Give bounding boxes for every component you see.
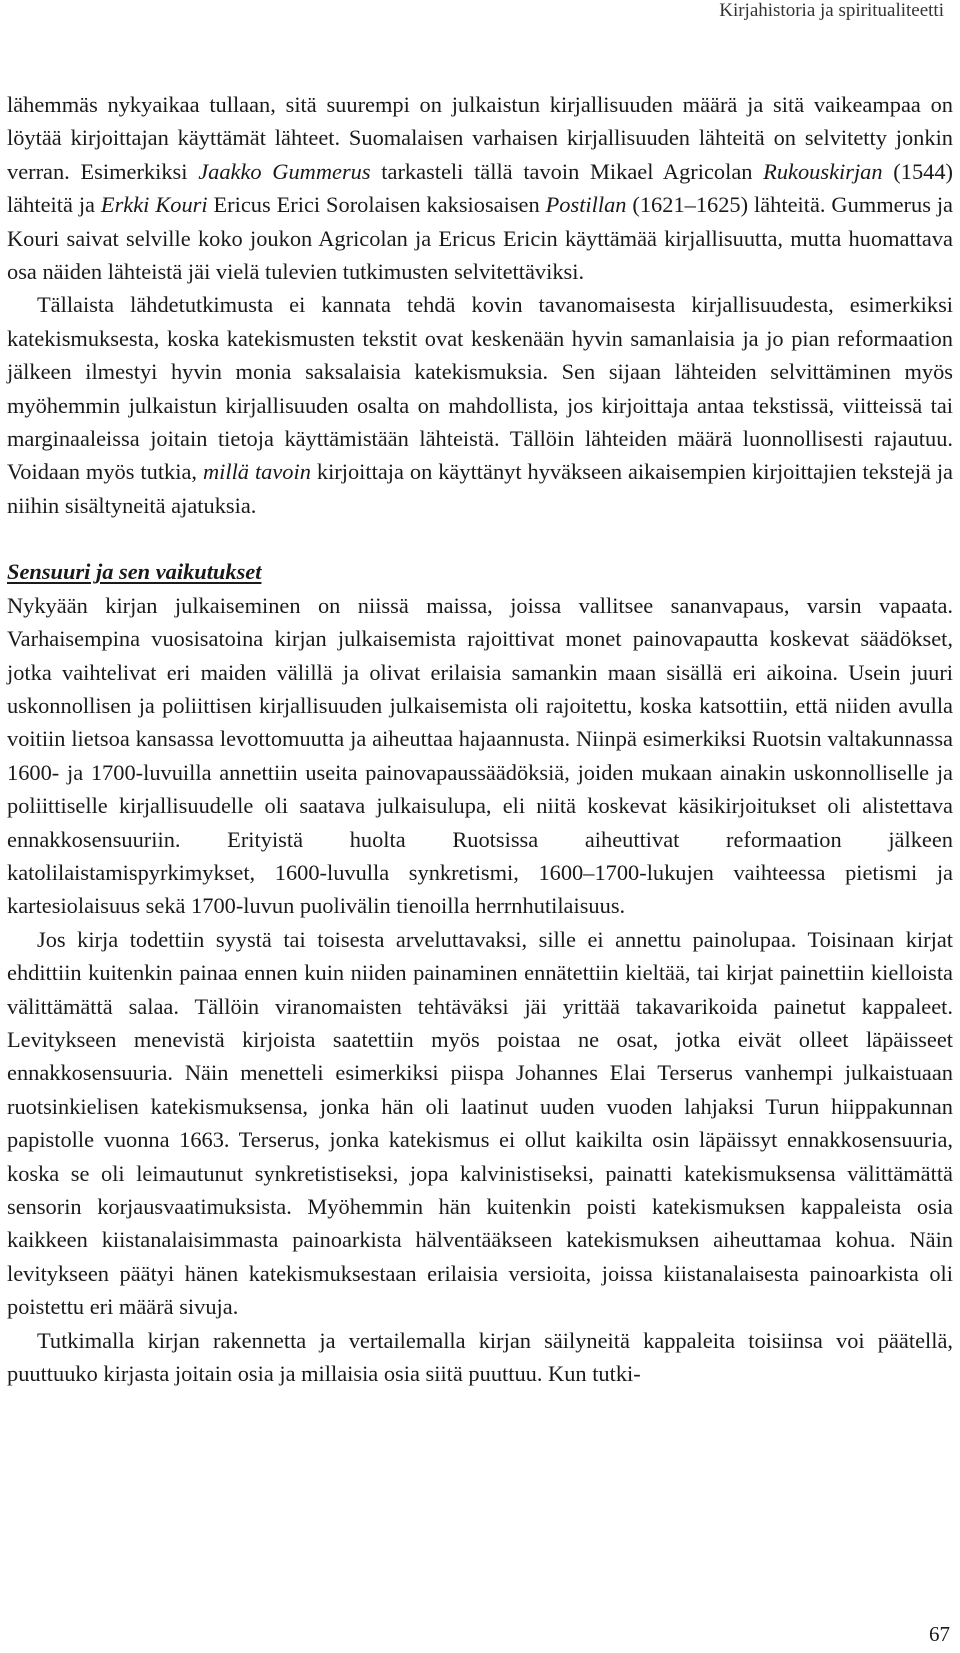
running-header: Kirjahistoria ja spiritualiteetti [719, 0, 944, 21]
author-name-gummerus: Jaakko Gummerus [198, 158, 371, 184]
paragraph-3: Nykyään kirjan julkaiseminen on niissä maissa, joissa vallitsee sananvapaus, varsin vapaata. Varhaisempina vuosisatoina kirjan julkaisemista rajoittivat monet painovapautta koskevat säädökset, jotka vaihtelivat eri maiden välillä ja olivat erilaisia samankin maan sisällä eri aikoina. Usein juuri uskonnollisen ja poliittisen kirjallisuuden julkaisemista oli rajoitettu, koska katsottiin, että niiden avulla voitiin lietsoa kansassa levottomuutta ja aiheuttaa hajaannusta. Niinpä esimerkiksi Ruotsin valtakunnassa 1600- ja 1700-luvuilla annettiin useita painovapaussäädöksiä, joiden mukaan ainakin uskonnolliselle ja poliittiselle kirjallisuudelle oli saatava julkaisulupa, eli niitä koskevat käsikirjoitukset oli alistettava ennakkosensuuriin. Erityistä huolta Ruotsissa aiheuttivat reformaation jälkeen katolilaistamispyrkimykset, 1600-luvulla synkretismi, 1600–1700-lukujen vaihteessa pietismi ja kartesiolaisuus sekä 1700-luvun puolivälin tienoilla herrnhutilaisuus. [7, 592, 953, 919]
author-name-kouri: Erkki Kouri [100, 192, 208, 218]
book-title-postilla: Postillan [545, 192, 627, 218]
paragraph-5: Tutkimalla kirjan rakennetta ja vertailemalla kirjan säilyneitä kappaleita toisiinsa voi päätellä, puuttuuko kirjasta joitain osia ja millaisia osia siitä puuttuu. Kun tutki- [7, 1327, 953, 1387]
paragraph-1-text-1: lähemmäs nykyaikaa tullaan, sitä suurempi on julkaistun kirjallisuuden määrä ja sitä vaikeampaa on löytää kirjoittajan käyttämät lähteet. Suomalaisen varhaisen kirjallisuuden lähteitä on selvitetty jonkin verran. Esimerkiksi [7, 92, 953, 184]
page-body [7, 88, 953, 1390]
paragraph-1 [7, 88, 953, 288]
paragraph-2-text-2: kirjoittaja on käyttänyt hyväkseen aikaisempien kirjoittajien tekstejä ja niihin sisältyneitä ajatuksia. [7, 459, 954, 518]
paragraph-1-text-5: (1621–1625) lähteitä. Gummerus ja Kouri saivat selville koko joukon Agricolan ja Ericus Ericin käyttämää kirjallisuutta, mutta huomattava osa näiden lähteistä jäi vielä tulevien tutkimusten selvitettäviksi. [7, 192, 953, 285]
paragraph-1-text-4: Ericus Erici Sorolaisen kaksiosaisen [207, 192, 546, 218]
section-heading: Sensuuri ja sen vaikutukset [7, 559, 262, 585]
paragraph-1-text-2: tarkasteli tällä tavoin Mikael Agricolan [370, 158, 764, 184]
page-number: 67 [929, 1622, 950, 1646]
paragraph-4: Jos kirja todettiin syystä tai toisesta arveluttavaksi, sille ei annettu painolupaa. Toisinaan kirjat ehdittiin kuitenkin painaa ennen kuin niiden painaminen ennätettiin kieltää, tai kirjat painettiin kielloista välittämättä salaa. Tällöin viranomaisten tehtäväksi jäi yrittää takavarikoida painetut kappaleet. Levitykseen menevistä kirjoista saatettiin myös poistaa ne osat, jotka eivät olleet läpäisseet ennakkosensuuria. Näin menetteli esimerkiksi piispa Johannes Elai Terserus vanhempi julkaistuaan ruotsinkielisen katekismuksensa, jonka hän oli laatinut uuden vuoden lahjaksi Turun hiippakunnan papistolle vuonna 1663. Terserus, jonka katekismus ei ollut kaikilta osin läpäissyt ennakkosensuuria, koska se oli leimautunut synkretistiseksi, jopa kalvinistiseksi, painatti katekismuksensa välittämättä sensorin korjausvaatimuksista. Myöhemmin hän kuitenkin poisti katekismuksen kappaleista osia kaikkeen kiistanalaisimmasta painoarkista hälventääkseen katekismuksen aiheuttamaa kohua. Näin levitykseen päätyi hänen katekismuksestaan erilaisia versioita, joissa kiistanalaisesta painoarkista oli poistettu eri määrä sivuja. [7, 926, 953, 1320]
paragraph-1-text-3: (1544) lähteitä ja [7, 158, 953, 218]
paragraph-2-text-1: Tällaista lähdetutkimusta ei kannata tehdä kovin tavanomaisesta kirjallisuudesta, esimerkiksi katekismuksesta, koska katekismusten tekstit ovat keskenään hyvin samanlaisia ja jo pian reformaation jälkeen ilmestyi hyvin monia saksalaisia katekismuksia. Sen sijaan lähteiden selvittäminen myös myöhemmin julkaistun kirjallisuuden osalta on mahdollista, jos kirjoittaja antaa tekstissä, viitteissä tai marginaaleissa joitain tietoja käyttämistään lähteistä. Tällöin lähteiden määrä luonnollisesti rajautuu. Voidaan myös tutkia, [7, 292, 953, 485]
book-title-rukouskirja: Rukouskirjan [763, 158, 883, 184]
emphasis-milla-tavoin: millä tavoin [202, 459, 311, 485]
paragraph-2 [7, 288, 953, 522]
